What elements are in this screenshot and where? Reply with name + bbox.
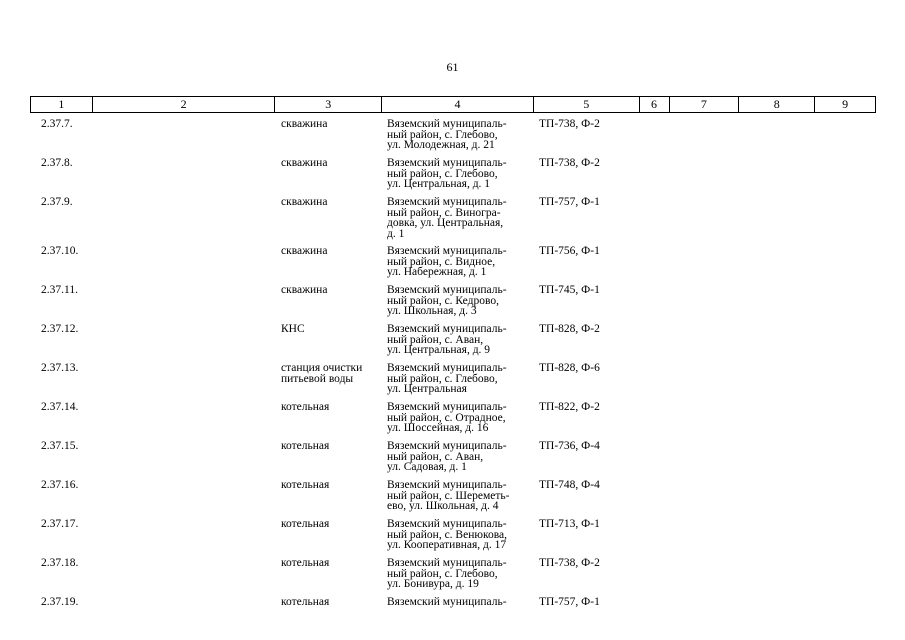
object-address: Вяземский муниципаль- ный район, с. Глебово, ул. Бонивура, д. 19 [387,557,507,591]
object-type: КНС [281,323,305,335]
row-number: 2.37.11. [41,284,78,296]
object-type: скважина [281,245,328,257]
power-source: ТП-748, Ф-4 [539,479,600,491]
column-header-4: 4 [382,97,534,112]
row-number: 2.37.15. [41,440,79,452]
column-header-2: 2 [93,97,276,112]
power-source: ТП-757, Ф-1 [539,196,600,208]
power-source: ТП-822, Ф-2 [539,401,600,413]
column-header-7: 7 [670,97,740,112]
row-number: 2.37.19. [41,596,79,608]
table-row [0,285,905,324]
table-row [0,402,905,441]
object-type: котельная [281,401,330,413]
object-type: скважина [281,118,328,130]
object-type: котельная [281,479,330,491]
object-address: Вяземский муниципаль- ный район, с. Виногра- довка, ул. Центральная, д. 1 [387,196,507,240]
column-header-3: 3 [275,97,382,112]
column-header-1: 1 [31,97,93,112]
column-header-8: 8 [739,97,815,112]
object-address: Вяземский муниципаль- ный район, с. Шереметь- ево, ул. Школьная, д. 4 [387,479,510,513]
object-type: котельная [281,596,330,608]
object-type: котельная [281,557,330,569]
page-number: 61 [446,60,459,74]
row-number: 2.37.7. [41,118,73,130]
table-row [0,246,905,285]
row-number: 2.37.14. [41,401,79,413]
row-number: 2.37.12. [41,323,79,335]
object-address: Вяземский муниципаль- ный район, с. Кедрово, ул. Школьная, д. 3 [387,284,507,318]
object-address: Вяземский муниципаль- ный район, с. Аван, ул. Центральная, д. 9 [387,323,507,357]
row-number: 2.37.8. [41,157,73,169]
column-header-5: 5 [534,97,640,112]
table-row [0,597,905,611]
power-source: ТП-736, Ф-4 [539,440,600,452]
table-header [30,96,876,113]
power-source: ТП-745, Ф-1 [539,284,600,296]
object-address: Вяземский муниципаль- ный район, с. Отрадное, ул. Шоссейная, д. 16 [387,401,507,435]
power-source: ТП-828, Ф-2 [539,323,600,335]
column-header-9: 9 [842,97,849,111]
row-number: 2.37.17. [41,518,79,530]
table-row [0,197,905,246]
object-type: скважина [281,157,328,169]
row-number: 2.37.9. [41,196,73,208]
object-address: Вяземский муниципаль- ный район, с. Аван, ул. Садовая, д. 1 [387,440,507,474]
table-row [0,363,905,402]
row-number: 2.37.18. [41,557,79,569]
object-address: Вяземский муниципаль- ный район, с. Венюкова, ул. Кооперативная, д. 17 [387,518,507,552]
object-address: Вяземский муниципаль- ный район, с. Глебово, ул. Центральная [387,362,507,396]
column-header-6: 6 [640,97,670,112]
table-row [0,324,905,363]
power-source: ТП-738, Ф-2 [539,157,600,169]
power-source: ТП-828, Ф-6 [539,362,600,374]
table-row [0,119,905,158]
object-address: Вяземский муниципаль- ный район, с. Видное, ул. Набережная, д. 1 [387,245,507,279]
object-type: котельная [281,518,330,530]
table-row [0,519,905,558]
object-address: Вяземский муниципаль- ный район, с. Глебово, ул. Центральная, д. 1 [387,157,507,191]
table-row [0,441,905,480]
row-number: 2.37.16. [41,479,79,491]
power-source: ТП-738, Ф-2 [539,118,600,130]
object-type: котельная [281,440,330,452]
table-row [0,558,905,597]
table-row [0,158,905,197]
object-type: скважина [281,196,328,208]
power-source: ТП-756, Ф-1 [539,245,600,257]
object-type: станция очистки питьевой воды [281,362,363,385]
object-address: Вяземский муниципаль- [387,596,507,608]
row-number: 2.37.10. [41,245,79,257]
object-type: скважина [281,284,328,296]
power-source: ТП-757, Ф-1 [539,596,600,608]
table-body [0,119,905,611]
row-number: 2.37.13. [41,362,79,374]
power-source: ТП-738, Ф-2 [539,557,600,569]
object-address: Вяземский муниципаль- ный район, с. Глебово, ул. Молодежная, д. 21 [387,118,507,152]
power-source: ТП-713, Ф-1 [539,518,600,530]
table-row [0,480,905,519]
